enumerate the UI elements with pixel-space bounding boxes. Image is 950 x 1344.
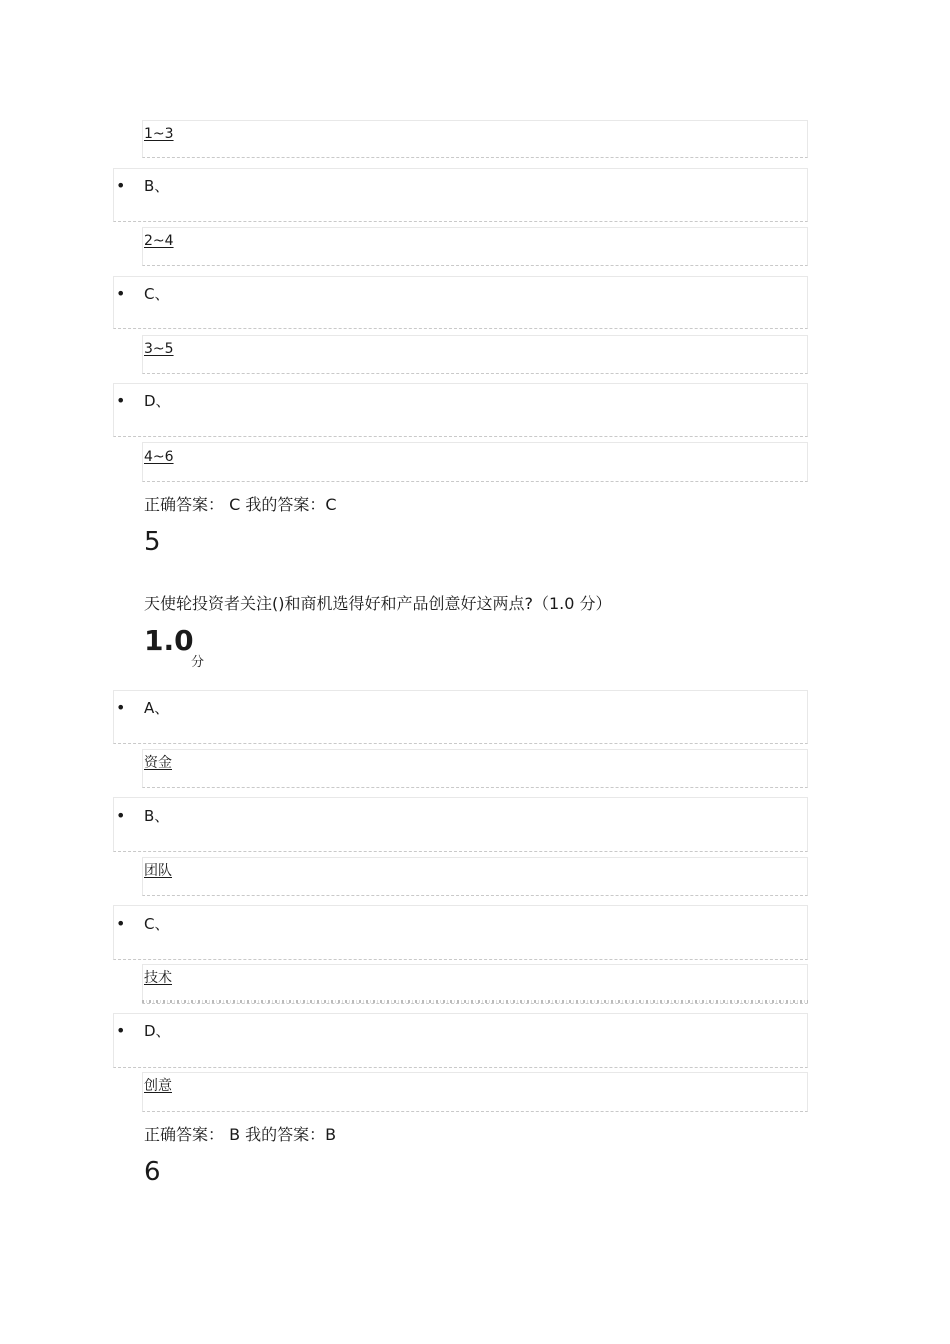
option-value-box [142,857,808,896]
option-value-box [142,442,808,482]
bullet-icon: • [116,176,126,195]
correct-answer-text: 正确答案： B 我的答案：B [144,1125,337,1144]
scan-artifact-line [142,1000,808,1003]
option-b-box[interactable] [113,797,808,852]
option-c-value[interactable]: 3~5 [144,341,174,357]
bullet-icon: • [116,914,126,933]
option-b-value[interactable]: 2~4 [144,233,174,249]
option-d-box[interactable] [113,1013,808,1068]
option-c-letter: C、 [144,285,170,303]
bullet-icon: • [116,284,126,303]
question-score: 1.0 [144,624,194,657]
option-d-value[interactable]: 创意 [144,1078,172,1094]
option-a-letter: A、 [144,699,170,717]
option-c-box[interactable] [113,276,808,329]
option-value-box [142,335,808,374]
option-value-box [142,1072,808,1112]
correct-answer-text: 正确答案： C 我的答案：C [144,495,337,514]
option-c-box[interactable] [113,905,808,960]
option-d-box[interactable] [113,383,808,437]
bullet-icon: • [116,806,126,825]
question-number: 5 [144,527,161,557]
option-value-box [142,227,808,266]
option-b-letter: B、 [144,807,170,825]
option-b-letter: B、 [144,177,170,195]
question-number: 6 [144,1157,161,1187]
option-b-value[interactable]: 团队 [144,863,172,879]
question-score-unit: 分 [191,655,205,670]
option-c-value[interactable]: 技术 [144,970,172,986]
bullet-icon: • [116,698,126,717]
option-d-letter: D、 [144,1022,171,1040]
option-value-box [142,120,808,158]
option-a-value[interactable]: 1~3 [144,126,174,142]
question-text: 天使轮投资者关注()和商机选得好和产品创意好这两点?（1.0 分） [144,594,612,613]
bullet-icon: • [116,1021,126,1040]
option-a-value[interactable]: 资金 [144,755,172,771]
option-d-value[interactable]: 4~6 [144,449,174,465]
option-b-box[interactable] [113,168,808,222]
option-value-box [142,964,808,1004]
option-d-letter: D、 [144,392,171,410]
option-c-letter: C、 [144,915,170,933]
bullet-icon: • [116,391,126,410]
option-value-box [142,749,808,788]
option-a-box[interactable] [113,690,808,744]
